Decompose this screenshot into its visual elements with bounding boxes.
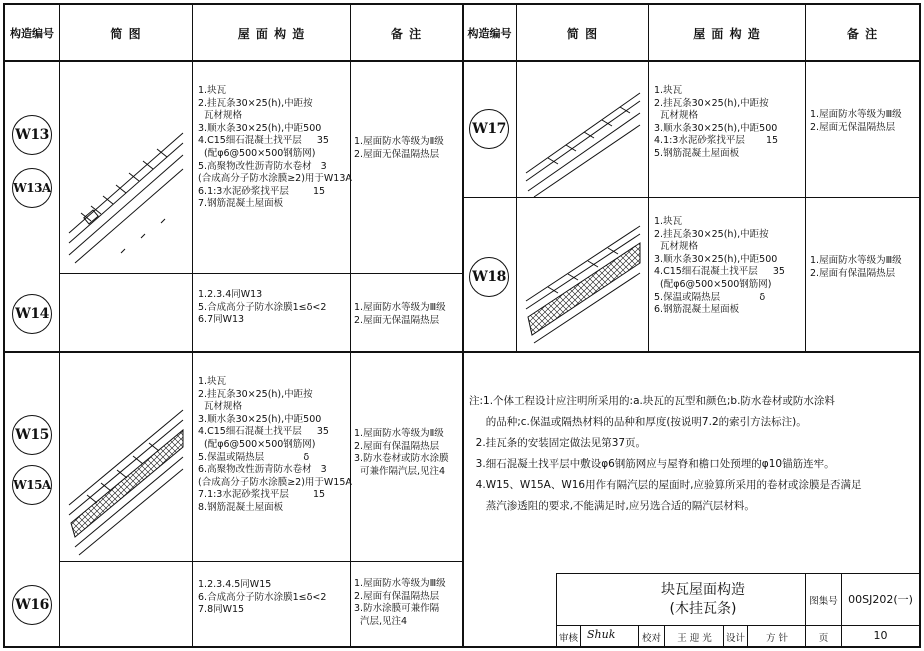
tb-line [664,625,665,648]
w17-notes: 1.屋面防水等级为Ⅲ级 2.屋面无保温隔热层 [810,109,902,133]
sketch-w18 [518,201,648,349]
frame-right [919,3,921,648]
header-construction-right: 屋 面 构 造 [693,27,761,41]
drawing-sheet [3,3,921,648]
sketch-w17 [518,63,648,197]
review-label: 审核 [558,633,578,644]
code-w15: W15 [12,415,52,455]
header-sketch: 简 图 [110,27,142,41]
general-notes: 注:1.个体工程设计应注明所采用的:a.块瓦的瓦型和颜色;b.防水卷材或防水涂料 的品种;c.保温或隔热材料的品种和厚度(按说明7.2的索引方法标注)。 2.挂瓦条的安装固定做法见第37页。 3.细石混凝土找平层中敷设φ6钢筋网应与屋脊和檐口处预埋的φ10锚筋连牢。 4.W15、W15A、W16用作有隔汽层的屋面时,应验算所采用的卷材或涂膜是否满足 蒸汽渗透阻的要求,不能满足时,应另选合适的隔汽层材料。 [469,395,862,512]
w17-layers: 1.块瓦 2.挂瓦条30×25(h),中距按 瓦材规格 3.顺水条30×25(h),中距500 4.1:3水泥砂浆找平层 15 5.钢筋混凝土屋面板 [654,85,779,159]
w14-layers: 1.2.3.4同W13 5.合成高分子防水涂膜1≤δ<2 6.7同W13 [198,289,327,326]
code-w14: W14 [12,294,52,334]
w16-layers: 1.2.3.4.5同W15 6.合成高分子防水涂膜1≤δ<2 7.8同W15 [198,579,327,616]
header-sketch-right: 简 图 [566,27,599,41]
w18-layers: 1.块瓦 2.挂瓦条30×25(h),中距按 瓦材规格 3.顺水条30×25(h),中距500 4.C15细石混凝土找平层 35 (配φ6@500×500钢筋网) 5.保温或隔热层 δ 6.钢筋混凝土屋面板 [654,216,785,316]
w18-notes: 1.屋面防水等级为Ⅲ级 2.屋面有保温隔热层 [810,255,902,279]
col-line [516,3,517,351]
frame-left [3,3,5,648]
w16-notes: 1.屋面防水等级为Ⅲ级 2.屋面有保温隔热层 3.防水涂膜可兼作隔 汽层,见注4 [354,578,446,627]
header-notes: 备 注 [390,27,423,41]
page-number: 10 [873,629,888,642]
reviewer-signature: Shuk [587,628,616,641]
tb-line [556,625,921,626]
code-w17: W17 [469,109,509,149]
col-line [59,3,60,648]
checker-name: 王 迎 光 [677,633,712,644]
code-w13a: W13A [12,168,52,208]
code-w16: W16 [12,585,52,625]
header-notes-right: 备 注 [846,27,879,41]
code-w15a: W15A [12,465,52,505]
designer-name: 方 针 [765,633,789,644]
design-label: 设计 [725,633,745,644]
row-line [59,273,462,274]
atlas-number: 00SJ202(一) [848,593,913,606]
row-line [3,351,921,353]
col-line [648,3,649,351]
header-code: 构造编号 [10,27,54,40]
sketch-w15 [61,355,191,560]
col-line [805,3,806,351]
tb-line [580,625,581,648]
code-w18: W18 [469,257,509,297]
tb-line [747,625,748,648]
w15-notes: 1.屋面防水等级为Ⅱ级 2.屋面有保温隔热层 3.防水卷材或防水涂膜 可兼作隔汽层,见注4 [354,428,449,477]
atlas-label: 图集号 [809,596,838,607]
header-code-right: 构造编号 [467,27,512,40]
code-w13: W13 [12,115,52,155]
header-construction: 屋 面 构 造 [237,27,306,41]
page-label: 页 [818,633,829,644]
sketch-w13 [61,63,191,273]
row-line [59,561,462,562]
row-line [462,197,919,198]
tb-line [556,573,921,574]
w14-notes: 1.屋面防水等级为Ⅲ级 2.屋面无保温隔热层 [354,302,446,326]
w15-layers: 1.块瓦 2.挂瓦条30×25(h),中距按 瓦材规格 3.顺水条30×25(h),中距500 4.C15细石混凝土找平层 35 (配φ6@500×500钢筋网) 5.保温或隔热层 δ 6.高聚物改性沥青防水卷材 3 (合成高分子防水涂膜≥2)用于W15A 7.1:3水泥砂浆找平层 15 8.钢筋混凝土屋面板 [198,376,352,513]
col-line [192,3,193,648]
w13-notes: 1.屋面防水等级为Ⅱ级 2.屋面无保温隔热层 [354,136,444,160]
drawing-title: 块瓦屋面构造 [661,582,745,598]
check-label: 校对 [641,633,661,644]
drawing-subtitle: (木挂瓦条) [669,601,737,617]
col-line [462,3,464,648]
w13-layers: 1.块瓦 2.挂瓦条30×25(h),中距按 瓦材规格 3.顺水条30×25(h),中距500 4.C15细石混凝土找平层 35 (配φ6@500×500钢筋网) 5.高聚物改性沥青防水卷材 3 (合成高分子防水涂膜≥2)用于W13A 6.1:3水泥砂浆找平层 15 7.钢筋混凝土屋面板 [198,85,352,210]
